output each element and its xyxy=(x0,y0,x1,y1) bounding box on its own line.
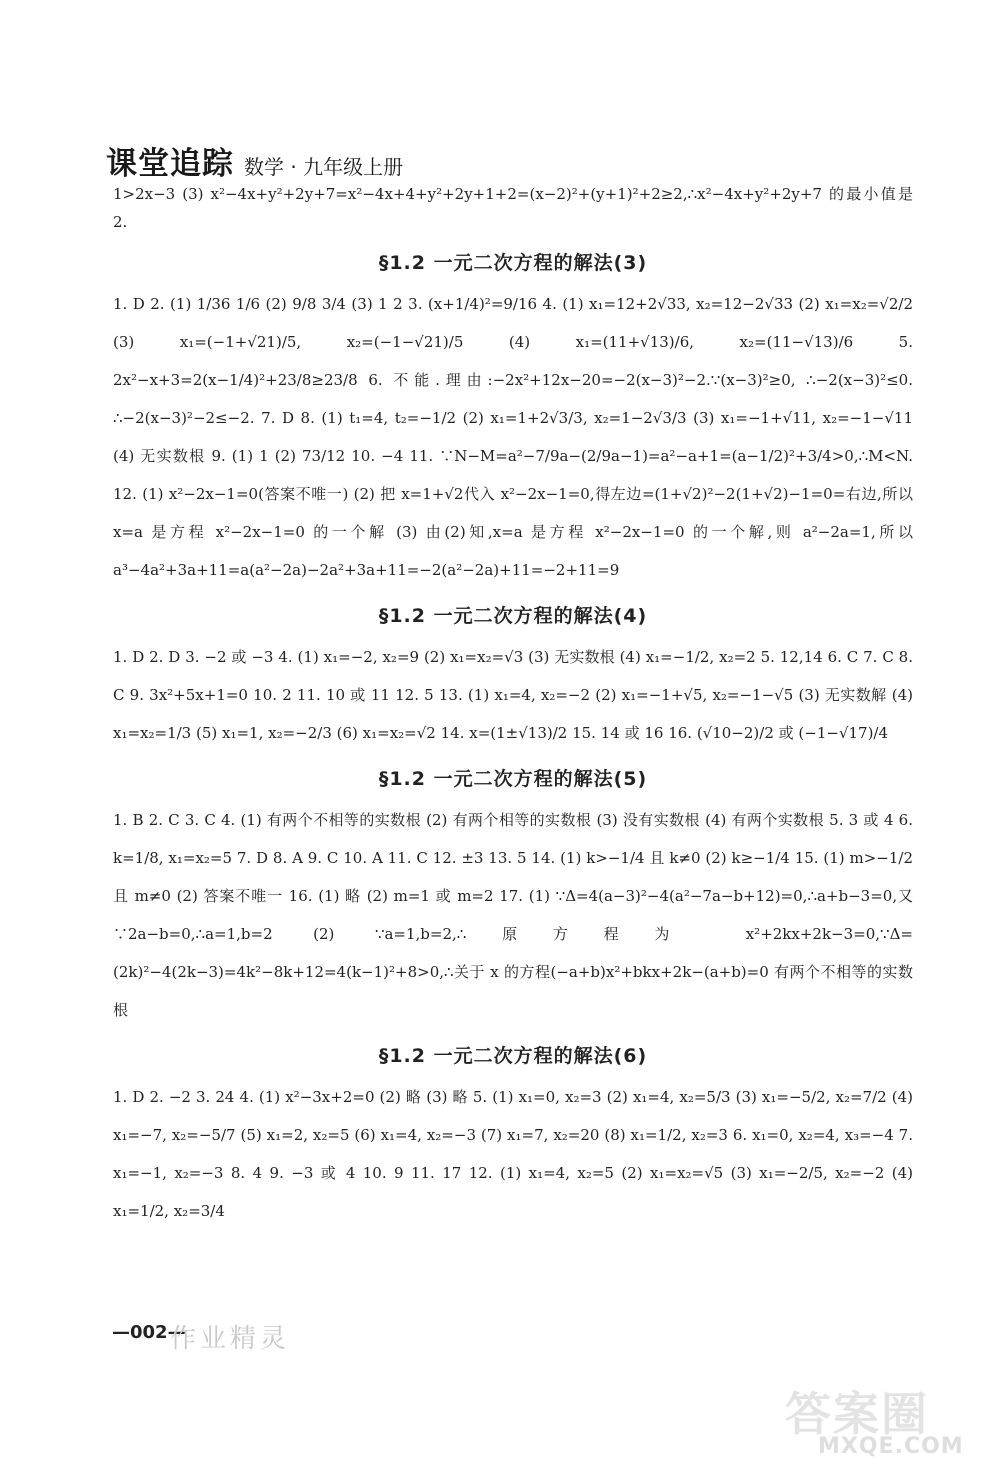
footer-brand-watermark: 作业精灵 xyxy=(170,1324,291,1354)
intro-paragraph: 1>2x−3 (3) x²−4x+y²+2y+7=x²−4x+4+y²+2y+1+2=(x−2)²+(y+1)²+2≥2,∴x²−4x+y²+2y+7 的最小值是 2. xyxy=(113,185,913,231)
section-answers: 1. B 2. C 3. C 4. (1) 有两个不相等的实数根 (2) 有两个相等的实数根 (3) 没有实数根 (4) 有两个实数根 5. 3 或 4 6. k=1/8, x₁=x₂=5 7. D 8. A 9. C 10. A 11. C 12. ±3 13. 5 14. (1) k>−1/4 且 k≠0 (2) k≥−1/4 15. (1) m>−1/2 且 m≠0 (2) 答案不唯一 16. (1) 略 (2) m=1 或 m=2 17. (1) ∵Δ=4(a−3)²−4(a²−7a−b+12)=0,∴a+b−3=0,又∵2a−b=0,∴a=1,b=2 (2) ∵a=1,b=2,∴原方程为 x²+2kx+2k−3=0,∵Δ=(2k)²−4(2k−3)=4k²−8k+12=4(k−1)²+8>0,∴关于 x 的方程(−a+b)x²+bkx+2k−(a+b)=0 有两个不相等的实数根 xyxy=(113,811,913,1019)
series-logo: 课堂追踪 xyxy=(106,146,234,182)
page-number: —002— xyxy=(112,1322,186,1343)
section-title: §1.2 一元二次方程的解法(3) xyxy=(378,252,648,274)
section-title: §1.2 一元二次方程的解法(5) xyxy=(378,768,648,790)
section-title: §1.2 一元二次方程的解法(4) xyxy=(378,605,648,627)
watermark-url: MXQE.COM xyxy=(818,1434,964,1459)
section-1-2-4 xyxy=(113,601,913,752)
page-header xyxy=(106,138,403,183)
section-answers: 1. D 2. −2 3. 24 4. (1) x²−3x+2=0 (2) 略 (3) 略 5. (1) x₁=0, x₂=3 (2) x₁=4, x₂=5/3 (3) x₁=−5/2, x₂=7/2 (4) x₁=−7, x₂=−5/7 (5) x₁=2, x₂=5 (6) x₁=4, x₂=−3 (7) x₁=7, x₂=20 (8) x₁=1/2, x₂=3 6. x₁=0, x₂=4, x₃=−4 7. x₁=−1, x₂=−3 8. 4 9. −3 或 4 10. 9 11. 17 12. (1) x₁=4, x₂=5 (2) x₁=x₂=√5 (3) x₁=−2/5, x₂=−2 (4) x₁=1/2, x₂=3/4 xyxy=(113,1088,913,1220)
section-1-2-3 xyxy=(113,248,913,589)
book-title: 数学 · 九年级上册 xyxy=(244,155,404,179)
watermark-logo: 答案圈 xyxy=(785,1387,929,1441)
section-answers: 1. D 2. (1) 1/36 1/6 (2) 9/8 3/4 (3) 1 2 3. (x+1/4)²=9/16 4. (1) x₁=12+2√33, x₂=12−2√33 (2) x₁=x₂=√2/2 (3) x₁=(−1+√21)/5, x₂=(−1−√21)/5 (4) x₁=(11+√13)/6, x₂=(11−√13)/6 5. 2x²−x+3=2(x−1/4)²+23/8≥23/8 6. 不能.理由:−2x²+12x−20=−2(x−3)²−2.∵(x−3)²≥0, ∴−2(x−3)²≤0. ∴−2(x−3)²−2≤−2. 7. D 8. (1) t₁=4, t₂=−1/2 (2) x₁=1+2√3/3, x₂=1−2√3/3 (3) x₁=−1+√11, x₂=−1−√11 (4) 无实数根 9. (1) 1 (2) 73/12 10. −4 11. ∵N−M=a²−7/9a−(2/9a−1)=a²−a+1=(a−1/2)²+3/4>0,∴M<N. 12. (1) x²−2x−1=0(答案不唯一) (2) 把 x=1+√2代入 x²−2x−1=0,得左边=(1+√2)²−2(1+√2)−1=0=右边,所以 x=a 是方程 x²−2x−1=0 的一个解 (3) 由(2)知,x=a 是方程 x²−2x−1=0 的一个解,则 a²−2a=1,所以 a³−4a²+3a+11=a(a²−2a)−2a²+3a+11=−2(a²−2a)+11=−2+11=9 xyxy=(113,295,913,579)
section-answers: 1. D 2. D 3. −2 或 −3 4. (1) x₁=−2, x₂=9 (2) x₁=x₂=√3 (3) 无实数根 (4) x₁=−1/2, x₂=2 5. 12,14 6. C 7. C 8. C 9. 3x²+5x+1=0 10. 2 11. 10 或 11 12. 5 13. (1) x₁=4, x₂=−2 (2) x₁=−1+√5, x₂=−1−√5 (3) 无实数解 (4) x₁=x₂=1/3 (5) x₁=1, x₂=−2/3 (6) x₁=x₂=√2 14. x=(1±√13)/2 15. 14 或 16 16. (√10−2)/2 或 (−1−√17)/4 xyxy=(113,648,913,742)
section-1-2-6 xyxy=(113,1041,913,1230)
section-title: §1.2 一元二次方程的解法(6) xyxy=(378,1045,648,1067)
section-1-2-5 xyxy=(113,764,913,1029)
answer-content xyxy=(113,180,913,1230)
